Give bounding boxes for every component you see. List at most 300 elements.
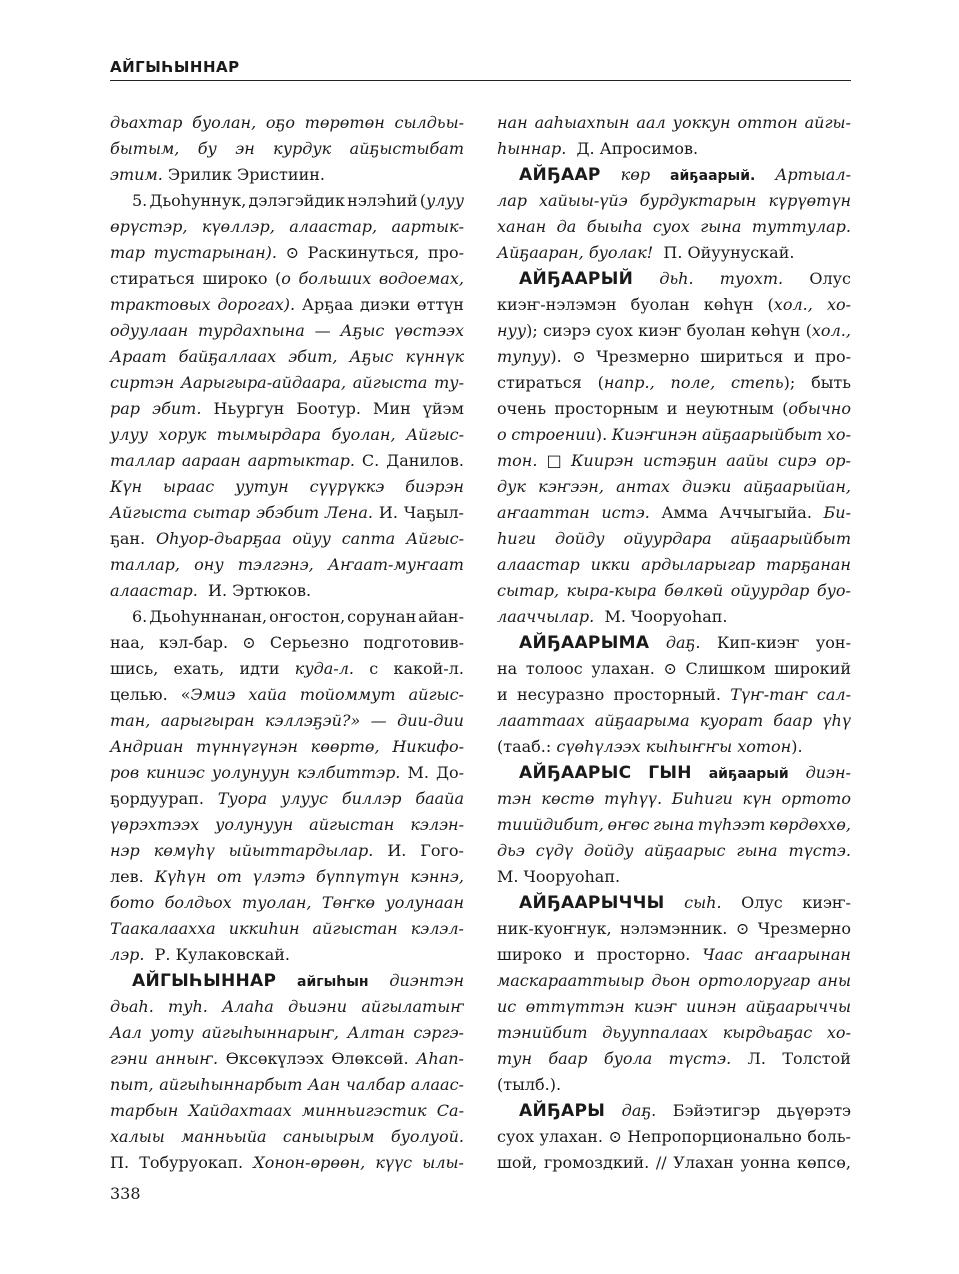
- word: [673, 1098, 760, 1124]
- text-segment: тон.: [497, 451, 538, 470]
- text-segment: айгыһыннарыҥ,: [202, 1023, 339, 1042]
- word: [782, 1046, 851, 1072]
- word: [149, 604, 267, 630]
- text-segment: иккиһин: [228, 919, 300, 938]
- word: [410, 812, 464, 838]
- text-segment: айҕаарыма: [594, 711, 690, 730]
- word: [110, 448, 175, 474]
- word: [497, 188, 527, 214]
- text-line: [110, 734, 464, 760]
- text-line: [497, 500, 851, 526]
- text-segment: дойду: [584, 841, 634, 860]
- word: [597, 942, 691, 968]
- text-segment: биллэр: [341, 789, 402, 808]
- word: [181, 370, 346, 396]
- text-segment: суох: [497, 1127, 535, 1146]
- text-segment: куда-л.: [294, 659, 354, 678]
- text-segment: тупуу: [497, 347, 551, 366]
- word: [110, 474, 142, 500]
- text-segment: Аан: [308, 1075, 341, 1094]
- word: [342, 526, 396, 552]
- text-segment: күөллэр,: [201, 217, 275, 236]
- word: [132, 188, 147, 214]
- text-segment: оҥостон,: [269, 607, 346, 626]
- text-segment: ыйыттардылар.: [228, 841, 374, 860]
- text-line: [497, 1072, 851, 1098]
- word: [497, 1020, 588, 1046]
- text-segment: Туора: [217, 789, 268, 808]
- word: [775, 162, 851, 188]
- text-segment: хайыы-үйэ: [538, 191, 628, 210]
- word: [110, 760, 139, 786]
- word: [154, 838, 215, 864]
- word: [805, 110, 851, 136]
- word: [684, 890, 721, 916]
- left-column: [110, 110, 464, 1176]
- text-segment: и: [666, 399, 678, 418]
- text-segment: бу: [197, 139, 217, 158]
- word: [159, 422, 207, 448]
- word: [731, 578, 810, 604]
- word: [174, 656, 225, 682]
- word: [748, 1046, 766, 1072]
- word: [673, 1150, 734, 1176]
- word: [682, 474, 731, 500]
- word: [686, 656, 766, 682]
- word: [670, 162, 755, 188]
- text-segment: буола: [603, 1049, 653, 1068]
- text-segment: Артыал-: [775, 165, 851, 184]
- text-segment: анныҥ.: [155, 1049, 219, 1068]
- text-segment: наа,: [110, 633, 145, 652]
- word: [574, 942, 585, 968]
- text-line: [497, 474, 851, 500]
- text-segment: өҥөс: [607, 815, 650, 834]
- word: [161, 708, 255, 734]
- text-segment: (тылб.).: [497, 1075, 562, 1094]
- text-segment: дьһ.: [659, 269, 694, 288]
- text-segment: улуус: [280, 789, 328, 808]
- text-segment: (: [805, 321, 812, 340]
- text-segment: түстэ.: [788, 841, 851, 860]
- text-segment: Араат: [110, 347, 167, 366]
- text-segment: алаастар,: [289, 217, 378, 236]
- word: [394, 318, 464, 344]
- word: [146, 760, 205, 786]
- word: [554, 396, 658, 422]
- word: [249, 188, 345, 214]
- text-segment: М. Чооруоһап.: [497, 867, 621, 886]
- text-segment: Эрилик Эристиин.: [162, 165, 325, 184]
- text-line: [497, 344, 851, 370]
- word: [411, 1072, 464, 1098]
- text-line: [497, 656, 851, 682]
- text-line: [497, 240, 851, 266]
- word: [700, 708, 763, 734]
- word: [347, 604, 416, 630]
- text-segment: ойуурдара: [623, 529, 712, 548]
- text-line: [110, 1150, 464, 1176]
- word: [538, 474, 604, 500]
- word: [110, 1098, 178, 1124]
- word: [822, 708, 851, 734]
- text-line: [497, 448, 851, 474]
- word: [497, 838, 525, 864]
- header-title: АЙГЫҺЫННАР: [110, 58, 240, 76]
- text-segment: айҕаарыччы: [746, 997, 851, 1016]
- text-segment: биэрэн: [405, 477, 464, 496]
- word: [743, 786, 772, 812]
- text-segment: туһ.: [168, 997, 208, 1016]
- text-line: [497, 162, 851, 188]
- text-segment: үөстээх: [394, 321, 464, 340]
- word: [265, 708, 360, 734]
- text-segment: бото: [110, 893, 155, 912]
- text-segment: бытым,: [110, 139, 180, 158]
- text-segment: оттон: [737, 113, 798, 132]
- text-segment: түннүгүнэн: [196, 737, 298, 756]
- word: [720, 500, 812, 526]
- text-segment: Таакалаахха: [110, 919, 216, 938]
- word: [163, 474, 214, 500]
- text-segment: минньигэстик: [301, 1101, 427, 1120]
- text-segment: (: [782, 399, 789, 418]
- text-segment: антах: [616, 477, 670, 496]
- text-segment: ыраас: [162, 477, 215, 496]
- word: [609, 1124, 622, 1150]
- word: [423, 396, 464, 422]
- text-segment: ортото: [781, 789, 851, 808]
- text-segment: курдук: [273, 139, 332, 158]
- word: [226, 1046, 324, 1072]
- word: [437, 1098, 464, 1124]
- word: [253, 1150, 365, 1176]
- text-line: [110, 968, 464, 994]
- text-segment: Эмиэ: [190, 685, 236, 704]
- word: [308, 240, 420, 266]
- word: [188, 1098, 291, 1124]
- text-segment: тан,: [110, 711, 151, 730]
- word: [497, 214, 546, 240]
- text-line: [497, 292, 851, 318]
- word: [614, 682, 721, 708]
- word: [149, 188, 246, 214]
- text-segment: про-: [815, 347, 851, 366]
- word: [497, 396, 546, 422]
- text-line: [497, 942, 851, 968]
- word: [361, 994, 464, 1020]
- text-segment: сүүрүккэ: [309, 477, 385, 496]
- word: [634, 994, 677, 1020]
- text-segment: ⊙: [285, 243, 300, 262]
- text-segment: (: [419, 191, 426, 210]
- text-segment: и: [793, 347, 805, 366]
- word: [648, 760, 692, 786]
- word: [386, 448, 464, 474]
- text-line: [110, 760, 464, 786]
- text-segment: айгыста: [352, 373, 428, 392]
- text-segment: хо-: [826, 425, 851, 444]
- text-line: [497, 266, 851, 292]
- text-segment: одуулаан: [110, 321, 189, 340]
- text-segment: (тааб.:: [497, 737, 552, 756]
- text-segment: (: [275, 269, 282, 288]
- word: [638, 318, 681, 344]
- text-segment: Дьоһуннук,: [149, 191, 247, 210]
- text-segment: ортолоругар: [698, 971, 811, 990]
- word: [110, 656, 158, 682]
- text-segment: улуу: [110, 425, 149, 444]
- text-segment: ардыларыгар: [641, 555, 756, 574]
- text-segment: ).: [595, 425, 608, 444]
- text-segment: ойуурдар: [730, 581, 810, 600]
- word: [238, 552, 314, 578]
- text-segment: —: [370, 711, 387, 730]
- word: [296, 396, 361, 422]
- text-segment: лааттаах: [497, 711, 585, 730]
- word: [777, 1098, 851, 1124]
- text-line: [110, 864, 464, 890]
- text-line: [497, 734, 851, 760]
- word: [751, 318, 801, 344]
- text-segment: улахан.: [539, 1127, 603, 1146]
- word: [110, 864, 144, 890]
- text-line: [497, 864, 851, 890]
- text-segment: нэлэһий: [347, 191, 418, 210]
- text-line: [497, 318, 851, 344]
- word: [371, 708, 387, 734]
- word: [217, 292, 295, 318]
- word: [620, 916, 727, 942]
- text-segment: Күһүн: [154, 867, 207, 886]
- word: [292, 526, 331, 552]
- word: [360, 292, 410, 318]
- word: [289, 214, 377, 240]
- text-segment: уон-: [815, 633, 851, 652]
- text-segment: даҕ.: [621, 1101, 657, 1120]
- text-segment: поле,: [670, 373, 716, 392]
- text-segment: таллар,: [110, 555, 180, 574]
- word: [547, 448, 562, 474]
- word: [110, 214, 187, 240]
- text-line: [110, 110, 464, 136]
- text-segment: уолунаан: [385, 893, 464, 912]
- word: [313, 916, 398, 942]
- text-line: [110, 136, 464, 162]
- word: [539, 188, 628, 214]
- word: [288, 344, 337, 370]
- word: [156, 1046, 218, 1072]
- text-segment: Данилов.: [386, 451, 464, 470]
- word: [497, 994, 516, 1020]
- word: [497, 942, 562, 968]
- text-line: [110, 292, 464, 318]
- text-segment: ).: [791, 737, 803, 756]
- word: [110, 1150, 129, 1176]
- word: [519, 760, 631, 786]
- word: [497, 1046, 532, 1072]
- text-line: [110, 890, 464, 916]
- word: [110, 916, 216, 942]
- text-segment: напр.,: [603, 373, 655, 392]
- text-segment: түһүү.: [604, 789, 663, 808]
- word: [242, 890, 311, 916]
- text-line: [110, 786, 464, 812]
- text-segment: Андриан: [110, 737, 184, 756]
- word: [497, 344, 562, 370]
- word: [673, 110, 731, 136]
- word: [328, 552, 464, 578]
- word: [181, 1124, 266, 1150]
- text-segment: );: [783, 373, 796, 392]
- word: [584, 838, 634, 864]
- text-line: [110, 162, 464, 188]
- word: [347, 1020, 405, 1046]
- word: [802, 890, 851, 916]
- text-segment: һиги: [497, 529, 536, 548]
- text-segment: Чрезмерно: [757, 919, 851, 938]
- text-segment: До-: [435, 763, 464, 782]
- word: [110, 370, 174, 396]
- text-segment: Мин: [373, 399, 411, 418]
- word: [769, 812, 851, 838]
- text-segment: ҕордуурап.: [110, 789, 204, 808]
- text-segment: бүппүтүн: [315, 867, 400, 886]
- text-segment: (: [597, 373, 604, 392]
- word: [652, 968, 691, 994]
- text-segment: стираться: [110, 269, 195, 288]
- text-segment: ту-: [434, 373, 464, 392]
- word: [110, 266, 195, 292]
- word: [720, 266, 783, 292]
- text-segment: туттулар.: [751, 217, 851, 236]
- word: [353, 370, 428, 396]
- text-segment: диэки: [359, 295, 411, 314]
- text-segment: Чаас: [702, 945, 743, 964]
- word: [587, 214, 643, 240]
- word: [215, 812, 293, 838]
- word: [436, 760, 464, 786]
- word: [736, 916, 749, 942]
- word: [497, 656, 517, 682]
- text-segment: туолан,: [242, 893, 312, 912]
- word: [497, 448, 537, 474]
- word: [663, 656, 676, 682]
- word: [526, 656, 583, 682]
- text-segment: уоту: [150, 1023, 194, 1042]
- word: [110, 734, 183, 760]
- text-segment: Төҥкө: [321, 893, 376, 912]
- headword: АЙГЫҺЫННАР: [132, 971, 277, 991]
- word: [607, 812, 649, 838]
- word: [273, 136, 331, 162]
- text-segment: Ньургун: [213, 399, 285, 418]
- word: [497, 474, 526, 500]
- word: [526, 994, 625, 1020]
- word: [596, 318, 633, 344]
- text-line: [110, 526, 464, 552]
- text-segment: улахан.: [591, 659, 655, 678]
- text-segment: уоккун: [672, 113, 731, 132]
- text-segment: неуютным: [685, 399, 774, 418]
- word: [768, 292, 813, 318]
- word: [297, 968, 369, 994]
- word: [422, 1150, 464, 1176]
- text-segment: Р. Кулаковскай.: [144, 945, 290, 964]
- text-line: [110, 656, 464, 682]
- text-segment: көһүн: [703, 295, 754, 314]
- text-segment: больших: [298, 269, 372, 288]
- word: [824, 500, 851, 526]
- text-segment: үһү: [822, 711, 851, 730]
- word: [622, 1098, 657, 1124]
- word: [794, 344, 805, 370]
- text-segment: лев.: [110, 867, 144, 886]
- text-segment: шириться: [700, 347, 784, 366]
- text-line: [497, 604, 851, 630]
- text-segment: Слишком: [685, 659, 766, 678]
- text-segment: Түҥ-таҥ: [730, 685, 808, 704]
- text-line: [497, 526, 851, 552]
- word: [379, 266, 464, 292]
- word: [196, 734, 298, 760]
- text-segment: Раскинуться,: [307, 243, 420, 262]
- word: [497, 526, 536, 552]
- text-segment: аартыктар.: [247, 451, 355, 470]
- text-segment: шись,: [110, 659, 159, 678]
- text-segment: күннүк: [405, 347, 464, 366]
- word: [416, 1046, 464, 1072]
- text-segment: хо-: [826, 295, 851, 314]
- word: [497, 500, 590, 526]
- text-segment: Д. Апросимов.: [566, 139, 699, 158]
- text-line: [497, 838, 851, 864]
- text-line: [497, 1124, 851, 1150]
- word: [700, 214, 741, 240]
- word: [755, 942, 851, 968]
- text-segment: өттүттэн: [525, 997, 625, 1016]
- text-segment: ылы-: [422, 1153, 464, 1172]
- word: [519, 1098, 605, 1124]
- text-segment: манньыйа: [181, 1127, 267, 1146]
- text-segment: уолунуун: [211, 763, 290, 782]
- word: [811, 370, 851, 396]
- text-segment: о: [281, 269, 291, 288]
- word: [393, 656, 464, 682]
- headword: АЙҔААР: [519, 165, 601, 185]
- text-segment: лэр.: [110, 945, 145, 964]
- text-line: [497, 396, 851, 422]
- text-segment: халыы: [110, 1127, 165, 1146]
- text-segment: от: [216, 867, 242, 886]
- word: [816, 630, 851, 656]
- word: [596, 344, 689, 370]
- text-line: [497, 422, 851, 448]
- word: [342, 786, 402, 812]
- word: [540, 1124, 603, 1150]
- text-segment: эбит,: [288, 347, 338, 366]
- word: [817, 682, 851, 708]
- text-segment: с: [369, 659, 379, 678]
- text-segment: широко: [497, 945, 563, 964]
- text-segment: хайа: [248, 685, 287, 704]
- word: [110, 994, 154, 1020]
- word: [591, 656, 654, 682]
- text-segment: Кип-киэҥ: [716, 633, 800, 652]
- word: [411, 916, 464, 942]
- word: [406, 344, 464, 370]
- word: [288, 994, 347, 1020]
